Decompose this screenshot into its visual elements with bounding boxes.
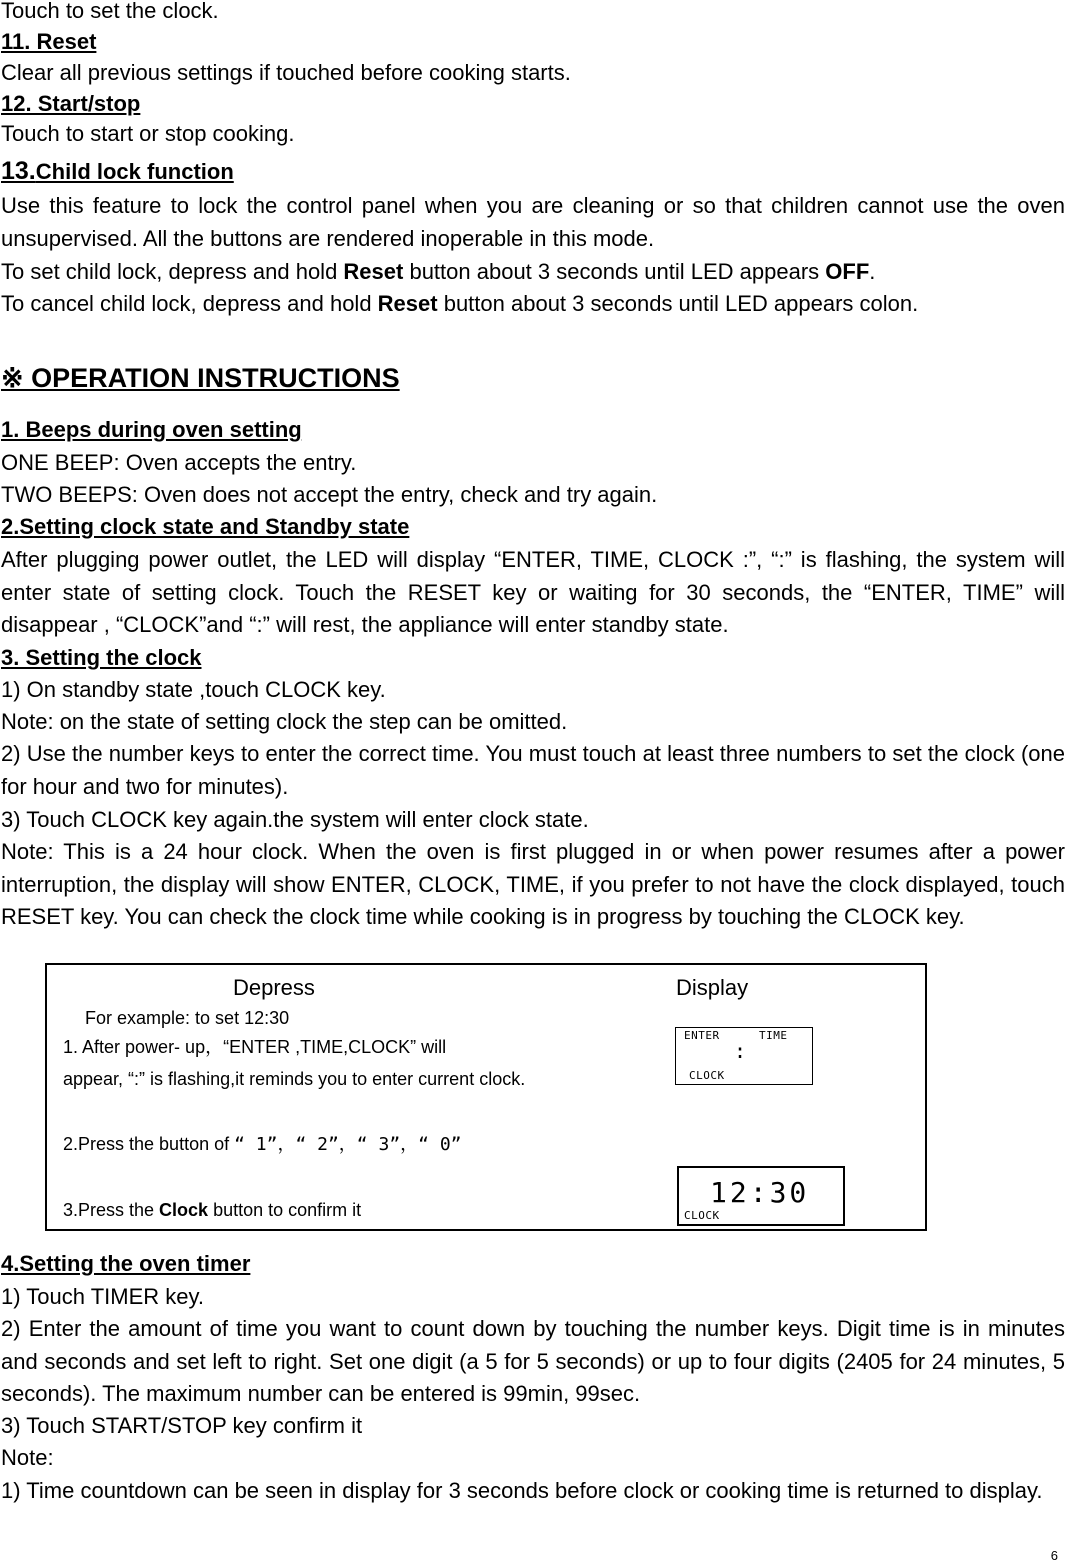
step-1-line-1: 1. After power- up，“ENTER ,TIME,CLOCK” will: [63, 1037, 447, 1057]
clock-step-1: 1) On standby state ,touch CLOCK key.: [1, 677, 386, 702]
step-3-text: 3.Press the Clock button to confirm it: [63, 1200, 362, 1220]
two-beeps-text: TWO BEEPS: Oven does not accept the entry, check and try again.: [1, 482, 658, 507]
item-11-heading: 11. Reset: [1, 29, 97, 54]
page-number: 6: [1050, 1548, 1058, 1563]
lcd-display-set-time: [677, 1166, 845, 1226]
item-13-number: 13.: [1, 157, 36, 185]
step-1-line-2: appear, “:” is flashing,it reminds you to enter current clock.: [63, 1069, 526, 1089]
example-caption: For example: to set 12:30: [85, 1008, 290, 1028]
clock-touch-text: Touch to set the clock.: [1, 0, 219, 23]
operation-instructions-title: ※ OPERATION INSTRUCTIONS: [1, 363, 400, 393]
display-column-header: Display: [676, 975, 749, 1000]
section-2-text: After plugging power outlet, the LED will display “ENTER, TIME, CLOCK :”, “:” is flashing, the system will enter state of setting clock. Touch the RESET key or waiting for 30 seconds, the “ENTER, TIME” will disappear , “CLOCK”and “:” will rest, the appliance will enter standby state.: [1, 547, 1065, 637]
item-13-heading: [1, 156, 234, 187]
lcd-colon: :: [734, 1039, 747, 1063]
timer-step-1: 1) Touch TIMER key.: [1, 1284, 204, 1309]
timer-step-2: 2) Enter the amount of time you want to count down by touching the number keys. Digit time is in minutes and seconds and set left to right. Set one digit (a 5 for 5 seconds) or up to four digits (2405 for 24 minutes, 5 seconds). The maximum number can be entered is 99min, 99sec.: [1, 1316, 1065, 1406]
section-1-heading: 1. Beeps during oven setting: [1, 417, 302, 442]
item-11-text: Clear all previous settings if touched before cooking starts.: [1, 60, 571, 85]
number-keys: “ 1”，“ 2”，“ 3”，“ 0”: [234, 1134, 462, 1155]
lcd-clock-label: CLOCK: [689, 1069, 725, 1082]
timer-note-label: Note:: [1, 1445, 54, 1470]
timer-note-1: 1) Time countdown can be seen in display for 3 seconds before clock or cooking time is returned to display.: [1, 1478, 1043, 1503]
lcd-time-label: TIME: [759, 1029, 788, 1042]
clock-step-3: 3) Touch CLOCK key again.the system will enter clock state.: [1, 807, 589, 832]
child-lock-set-text: To set child lock, depress and hold Reset button about 3 seconds until LED appears OFF.: [1, 259, 876, 284]
item-12-heading: 12. Start/stop: [1, 91, 141, 116]
item-12-text: Touch to start or stop cooking.: [1, 121, 295, 146]
section-4-heading: 4.Setting the oven timer: [1, 1251, 251, 1276]
section-2-heading: 2.Setting clock state and Standby state: [1, 514, 410, 539]
clock-note-1: Note: on the state of setting clock the step can be omitted.: [1, 709, 568, 734]
step-2-text: 2.Press the button of “ 1”，“ 2”，“ 3”，“ 0”: [63, 1134, 462, 1155]
child-lock-cancel-text: To cancel child lock, depress and hold Reset button about 3 seconds until LED appears colon.: [1, 291, 919, 316]
item-13-title: Child lock function: [35, 159, 234, 184]
depress-column-header: Depress: [233, 975, 315, 1000]
lcd-time-value: 12:30: [710, 1176, 810, 1209]
clock-step-2: 2) Use the number keys to enter the correct time. You must touch at least three numbers to set the clock (one for hour and two for minutes).: [1, 741, 1065, 799]
lcd-clock-label: CLOCK: [684, 1209, 720, 1222]
clock-example-table: [45, 963, 927, 1231]
lcd-enter-label: ENTER: [684, 1029, 720, 1042]
one-beep-text: ONE BEEP: Oven accepts the entry.: [1, 450, 357, 475]
timer-step-3: 3) Touch START/STOP key confirm it: [1, 1413, 363, 1438]
item-13-description: Use this feature to lock the control panel when you are cleaning or so that children cannot use the oven unsupervised. All the buttons are rendered inoperable in this mode.: [1, 193, 1065, 251]
section-3-heading: 3. Setting the clock: [1, 645, 202, 670]
lcd-display-initial: [675, 1027, 813, 1085]
clock-note-2: Note: This is a 24 hour clock. When the oven is first plugged in or when power resumes after a power interruption, the display will show ENTER, CLOCK, TIME, if you prefer to not have the clock displayed, touch RESET key. You can check the clock time while cooking is in progress by touching the CLOCK key.: [1, 839, 1065, 929]
